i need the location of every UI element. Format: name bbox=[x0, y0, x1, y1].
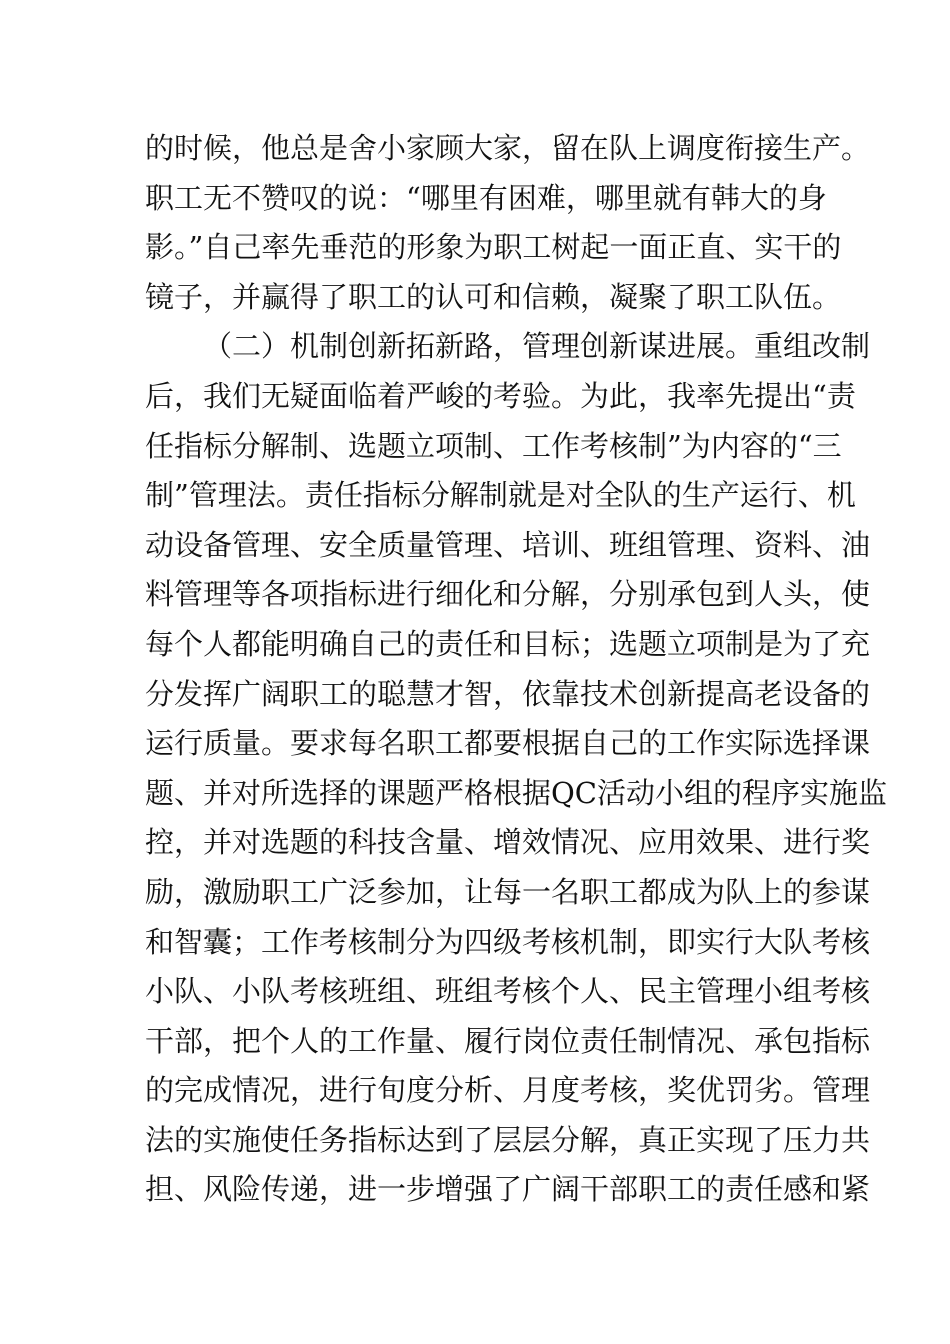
paragraph-start-line: （二）机制创新拓新路，管理创新谋进展。重组改制 bbox=[203, 329, 871, 364]
text-line: 任指标分解制、选题立项制、工作考核制”为内容的“三 bbox=[145, 428, 842, 463]
text-line: 分发挥广阔职工的聪慧才智，依靠技术创新提高老设备的 bbox=[145, 676, 871, 711]
text-line: 题、并对所选择的课题严格根据QC活动小组的程序实施监 bbox=[145, 775, 887, 810]
text-line: 的完成情况，进行旬度分析、月度考核，奖优罚劣。管理 bbox=[145, 1073, 871, 1108]
text-line: 的时候，他总是舍小家顾大家，留在队上调度衔接生产。 bbox=[145, 131, 871, 165]
text-line: 小队、小队考核班组、班组考核个人、民主管理小组考核 bbox=[145, 974, 871, 1009]
body-text bbox=[145, 124, 887, 1215]
text-line: 料管理等各项指标进行细化和分解，分别承包到人头，使 bbox=[145, 577, 871, 612]
text-line: 运行质量。要求每名职工都要根据自己的工作实际选择课 bbox=[145, 726, 871, 761]
text-line: 后，我们无疑面临着严峻的考验。为此，我率先提出“责 bbox=[145, 378, 856, 413]
text-line: 制”管理法。责任指标分解制就是对全队的生产运行、机 bbox=[145, 478, 856, 513]
text-line: 和智囊；工作考核制分为四级考核机制，即实行大队考核 bbox=[145, 924, 871, 959]
text-line: 职工无不赞叹的说：“哪里有困难，哪里就有韩大的身 bbox=[145, 180, 827, 215]
text-line: 动设备管理、安全质量管理、培训、班组管理、资料、油 bbox=[145, 527, 871, 562]
text-line: 镜子，并赢得了职工的认可和信赖，凝聚了职工队伍。 bbox=[145, 279, 842, 314]
text-line: 法的实施使任务指标达到了层层分解，真正实现了压力共 bbox=[145, 1122, 871, 1157]
text-line: 干部，把个人的工作量、履行岗位责任制情况、承包指标 bbox=[145, 1023, 871, 1058]
text-line: 励，激励职工广泛参加，让每一名职工都成为队上的参谋 bbox=[145, 874, 871, 909]
text-line: 担、风险传递，进一步增强了广阔干部职工的责任感和紧 bbox=[145, 1172, 871, 1207]
text-line: 每个人都能明确自己的责任和目标；选题立项制是为了充 bbox=[145, 626, 871, 661]
text-line: 影。”自己率先垂范的形象为职工树起一面正直、实干的 bbox=[145, 230, 842, 265]
text-line: 控，并对选题的科技含量、增效情况、应用效果、进行奖 bbox=[145, 825, 871, 860]
